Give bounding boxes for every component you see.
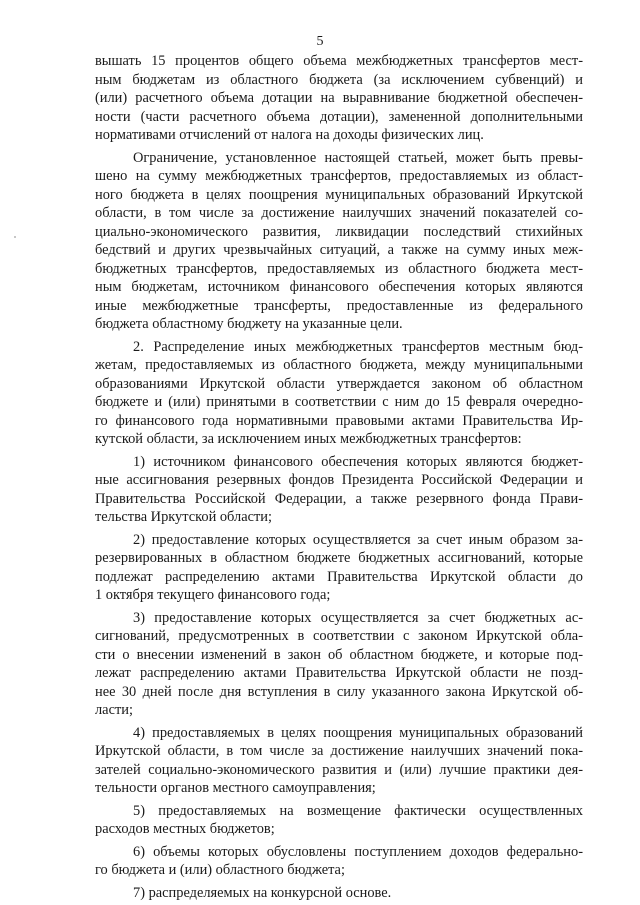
list-item: [95, 609, 583, 720]
text-line: тельства Иркутской области;: [95, 509, 272, 525]
list-item: [95, 843, 583, 880]
text-line: бюджетных трансфертов, предоставляемых из областного бюджета мест-: [95, 260, 583, 277]
text-line: ности (части расчетного объема дотации), замененной дополнительными: [95, 108, 583, 125]
text-line: области, в том числе за достижение наилучших значений показателей со-: [95, 205, 583, 221]
text-line: кутской области, за исключением иных межбюджетных трансфертов:: [95, 431, 522, 447]
scan-margin-mark: [14, 236, 16, 238]
text-line: 1) источником финансового обеспечения которых являются бюджет-: [133, 453, 583, 470]
text-line: ным бюджетам из областного бюджета (за исключением субвенций) и: [95, 71, 583, 88]
text-line: 7) распределяемых на конкурсной основе.: [133, 884, 392, 901]
list-item: [95, 884, 583, 903]
text-line: го финансового года нормативными правовыми актами Правительства Ир-: [95, 412, 583, 429]
text-line: ного бюджета в целях поощрения муниципальных образований Иркутской: [95, 186, 583, 203]
text-line: 6) объемы которых обусловлены поступлением доходов федерально-: [133, 843, 583, 860]
text-line: го бюджета и (или) областного бюджета;: [95, 862, 345, 878]
list-item: [95, 802, 583, 839]
text-line: сти о внесении изменений в закон об областном бюджете, и которые под-: [95, 646, 583, 663]
text-line: ласти;: [95, 702, 133, 718]
paragraph-limitation: [95, 149, 583, 334]
text-line: шено на сумму межбюджетных трансфертов, предоставляемых из област-: [95, 168, 583, 184]
paragraph-continuation: [95, 52, 583, 145]
text-line: бедствий и других чрезвычайных ситуаций, а также на сумму иных меж-: [95, 242, 583, 258]
page-number: 5: [316, 34, 324, 49]
text-line: тельности органов местного самоуправления;: [95, 780, 376, 796]
text-line: лежат распределению актами Правительства Иркутской области не позд-: [95, 665, 583, 681]
text-line: иные межбюджетные трансферты, предоставленные из федерального: [95, 297, 583, 314]
list-item: [95, 531, 583, 605]
text-line: резервированных в областном бюджете бюджетных ассигнований, которые: [95, 550, 583, 566]
text-line: 1 октября текущего финансового года;: [95, 587, 331, 603]
text-line: бюджета областному бюджету на указанные цели.: [95, 316, 403, 332]
text-line: 4) предоставляемых в целях поощрения муниципальных образований: [133, 724, 583, 741]
text-line: расходов местных бюджетов;: [95, 821, 275, 837]
text-line: Иркутской области, в том числе за достижение наилучших значений пока-: [95, 743, 583, 759]
text-line: циально-экономического развития, ликвидации последствий стихийных: [95, 223, 583, 240]
text-line: 2) предоставление которых осуществляется за счет иным образом за-: [133, 531, 583, 548]
text-line: ные ассигнования резервных фондов Президента Российской Федерации и: [95, 472, 583, 488]
text-line: ным бюджетам, источником финансового обеспечения которых являются: [95, 279, 583, 295]
list-item: [95, 724, 583, 798]
text-line: нормативами отчислений от налога на доходы физических лиц.: [95, 127, 484, 143]
text-line: вышать 15 процентов общего объема межбюджетных трансфертов мест-: [95, 53, 583, 69]
text-line: 5) предоставляемых на возмещение фактически осуществленных: [133, 802, 583, 819]
text-line: 2. Распределение иных межбюджетных трансфертов местным бюд-: [133, 338, 583, 355]
document-body: [95, 52, 583, 902]
text-line: Ограничение, установленное настоящей статьей, может быть превы-: [133, 149, 583, 166]
text-line: сигнований, предусмотренных в соответствии с законом Иркутской обла-: [95, 628, 583, 644]
list-item: [95, 453, 583, 527]
text-line: жетам, предоставляемых из областного бюджета, между муниципальными: [95, 357, 583, 373]
text-line: 3) предоставление которых осуществляется за счет бюджетных ас-: [133, 609, 583, 626]
text-line: (или) расчетного объема дотации на выравнивание бюджетной обеспечен-: [95, 90, 583, 106]
text-line: зателей социально-экономического развития и (или) лучшие практики дея-: [95, 761, 583, 778]
text-line: бюджете и (или) принятыми в соответствии с ним до 15 февраля очередно-: [95, 394, 583, 410]
text-line: образованиями Иркутской области утверждается законом об областном: [95, 375, 583, 392]
paragraph-item-2: [95, 338, 583, 449]
text-line: Правительства Российской Федерации, а также резервного фонда Прави-: [95, 490, 583, 507]
text-line: подлежат распределению актами Правительства Иркутской области до: [95, 568, 583, 585]
text-line: нее 30 дней после дня вступления в силу указанного закона Иркутской об-: [95, 683, 583, 700]
